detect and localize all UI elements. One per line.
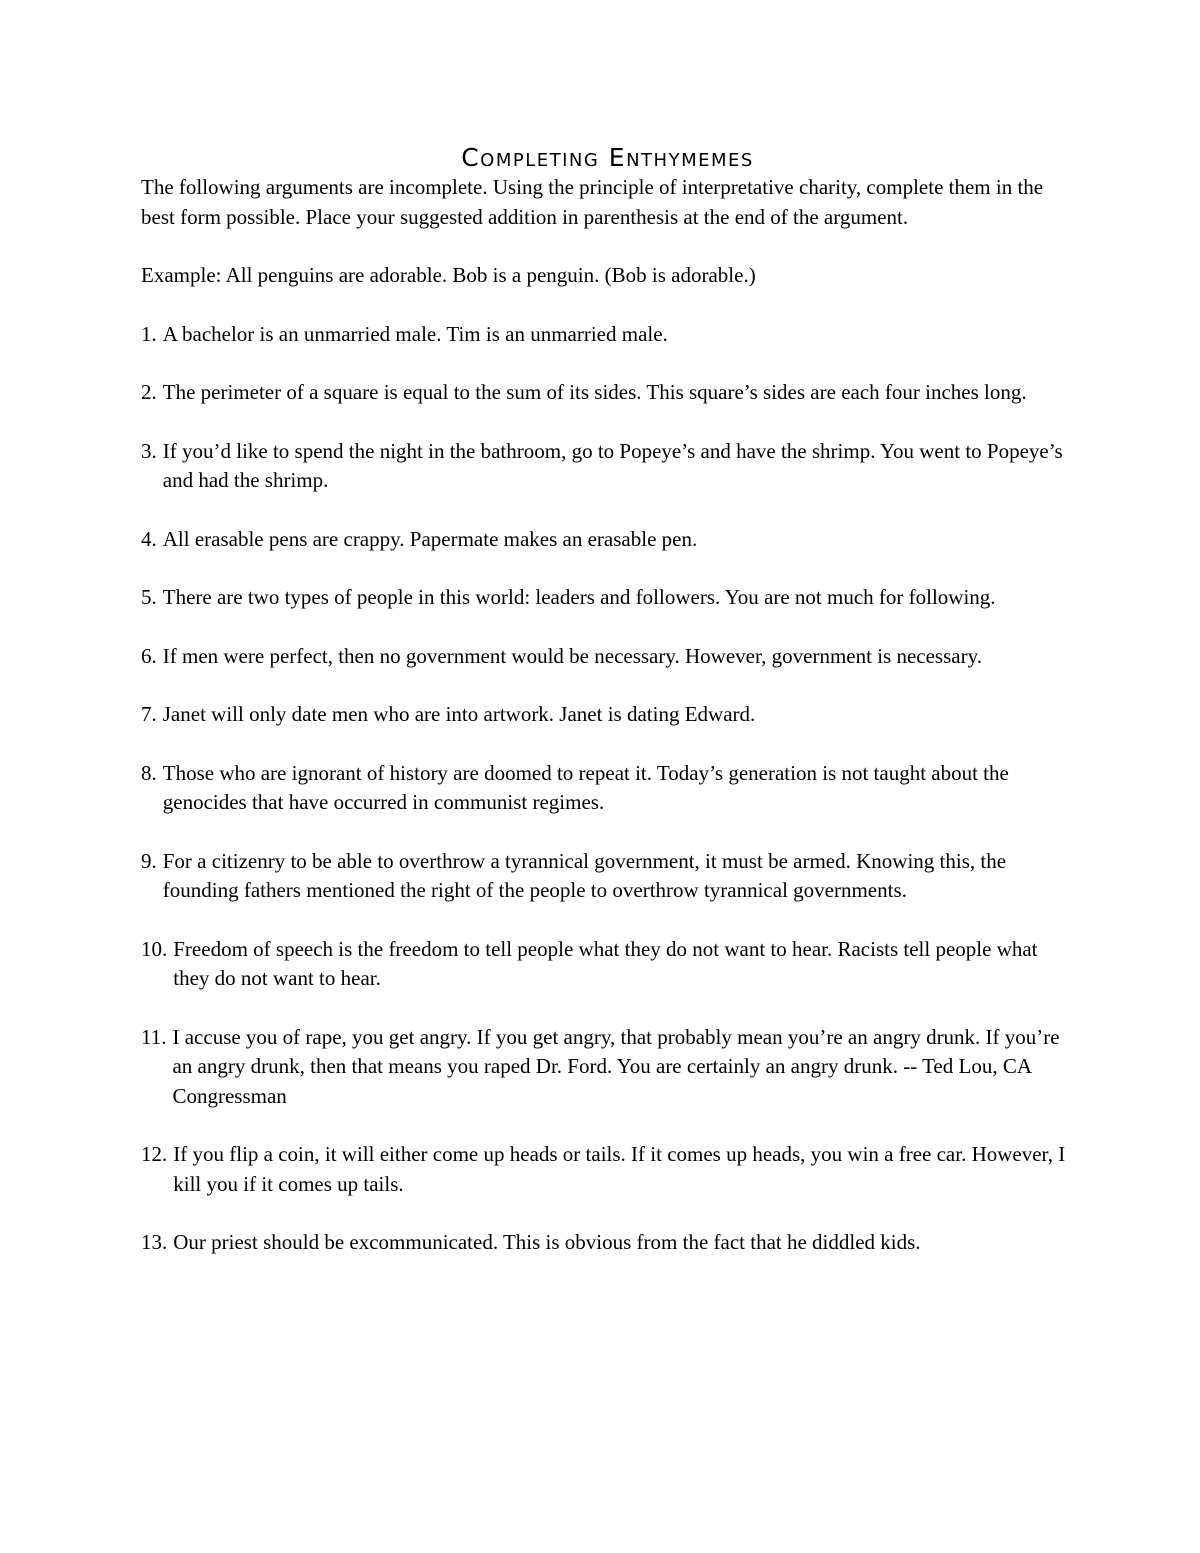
list-item <box>141 583 1066 613</box>
item-number: 7. <box>141 702 157 726</box>
list-item <box>141 1228 1066 1258</box>
item-text: There are two types of people in this world: leaders and followers. You are not much for following. <box>162 585 996 609</box>
example-paragraph: Example: All penguins are adorable. Bob is a penguin. (Bob is adorable.) <box>141 263 756 287</box>
item-number: 11. <box>141 1024 167 1049</box>
item-text: If men were perfect, then no government would be necessary. However, government is necessary. <box>162 643 982 668</box>
list-item <box>141 935 1066 994</box>
item-text: For a citizenry to be able to overthrow a tyrannical government, it must be armed. Knowing this, the founding fathers mentioned the right of the people to overthrow tyrannical governments. <box>162 848 1007 902</box>
list-item <box>141 437 1066 496</box>
item-text: A bachelor is an unmarried male. Tim is an unmarried male. <box>162 321 668 346</box>
list-item <box>141 1140 1066 1199</box>
item-number: 6. <box>141 643 157 668</box>
item-number: 2. <box>141 380 157 404</box>
item-text: Those who are ignorant of history are doomed to repeat it. Today’s generation is not taught about the genocides that have occurred in communist regimes. <box>162 760 1009 814</box>
item-text: I accuse you of rape, you get angry. If you get angry, that probably mean you’re an angry drunk. If you’re an angry drunk, then that means you raped Dr. Ford. You are certainly an angry drunk. -- Ted Lou, CA Congressman <box>172 1024 1060 1108</box>
item-text: The perimeter of a square is equal to the sum of its sides. This square’s sides are each four inches long. <box>162 380 1027 404</box>
item-number: 10. <box>141 936 168 961</box>
item-text: If you’d like to spend the night in the bathroom, go to Popeye’s and have the shrimp. You went to Popeye’s and had the shrimp. <box>162 438 1063 492</box>
item-text: Freedom of speech is the freedom to tell people what they do not want to hear. Racists tell people what they do not want to hear. <box>173 936 1038 990</box>
item-text: All erasable pens are crappy. Papermate makes an erasable pen. <box>162 526 698 551</box>
list-item <box>141 642 1066 672</box>
list-item <box>141 847 1066 906</box>
item-number: 9. <box>141 848 157 873</box>
list-item <box>141 320 1066 350</box>
item-text: Janet will only date men who are into artwork. Janet is dating Edward. <box>162 702 756 726</box>
list-item <box>141 525 1066 555</box>
item-number: 3. <box>141 438 157 463</box>
item-text: If you flip a coin, it will either come up heads or tails. If it comes up heads, you win a free car. However, I kill you if it comes up tails. <box>173 1142 1066 1196</box>
list-item <box>141 700 1066 730</box>
list-item <box>141 1023 1066 1112</box>
item-number: 4. <box>141 526 157 551</box>
item-number: 1. <box>141 321 157 346</box>
item-text: Our priest should be excommunicated. This is obvious from the fact that he diddled kids. <box>173 1230 921 1254</box>
item-number: 13. <box>141 1230 168 1254</box>
instructions-paragraph: The following arguments are incomplete. Using the principle of interpretative charity, complete them in the best form possible. Place your suggested addition in parenthesis at the end of the argument. <box>141 175 1044 229</box>
item-number: 12. <box>141 1142 168 1166</box>
item-number: 5. <box>141 585 157 609</box>
list-item <box>141 759 1066 818</box>
document-body <box>141 143 1066 1287</box>
list-item <box>141 378 1066 408</box>
argument-list <box>141 320 1066 1258</box>
page-title: Completing Enthymemes <box>461 143 754 172</box>
item-number: 8. <box>141 760 157 785</box>
